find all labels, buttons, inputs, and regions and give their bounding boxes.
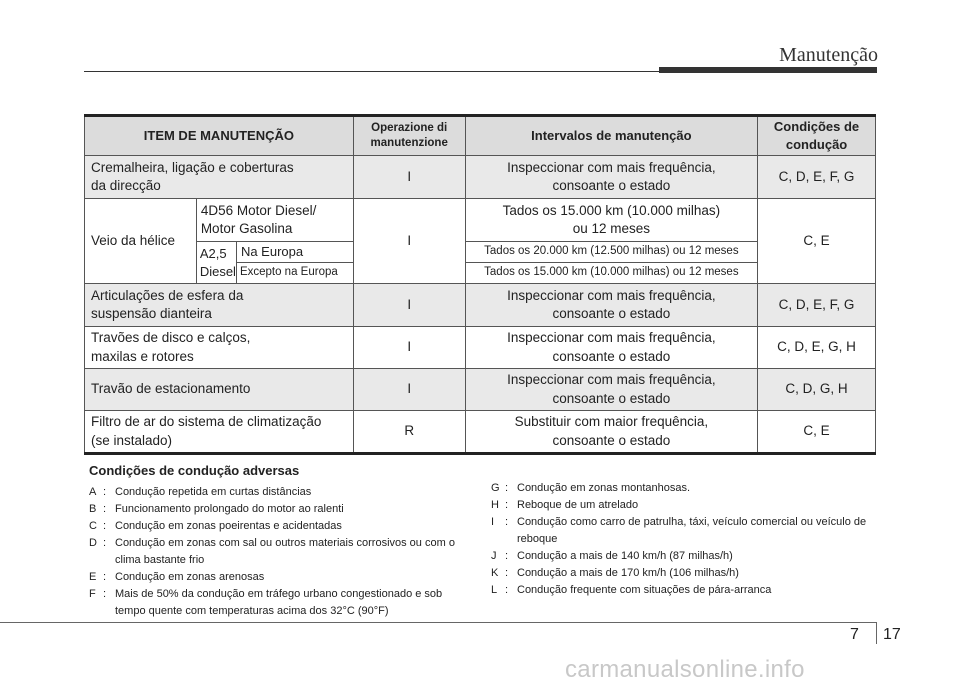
item-text: maxilas e rotores [91, 348, 194, 364]
watermark: carmanualsonline.info [565, 656, 805, 683]
interval-text: Inspeccionar com mais frequência, [507, 159, 716, 175]
item-cell: Travão de estacionamento [85, 369, 354, 411]
table-row [85, 369, 876, 411]
page-number-divider [876, 622, 877, 644]
interval-text: Tados os 15.000 km (10.000 milhas) [502, 202, 721, 218]
condition-key: H [491, 499, 499, 511]
interval-text: ou 12 meses [572, 221, 651, 236]
chapter-number: 7 [850, 626, 859, 643]
item-text: da direcção [91, 178, 161, 193]
interval-text: consoante o estado [552, 390, 671, 406]
item-text: Travões de disco e calços, [91, 330, 251, 346]
condition-item: H : Reboque de um atrelado [491, 497, 877, 514]
condition-cell: C, D, E, F, G [758, 284, 876, 327]
condition-cell: C, D, E, G, H [758, 327, 876, 369]
interval-cell: Tados os 20.000 km (12.500 milhas) ou 12 meses [465, 242, 757, 263]
sub-item-cell [196, 242, 236, 284]
table-row [85, 327, 876, 369]
condition-text: Condução em zonas poeirentas e acidentadas [115, 520, 342, 532]
table-header-row [85, 116, 876, 156]
condition-key: I [491, 516, 495, 528]
condition-item: B : Funcionamento prolongado do motor ao ralenti [89, 501, 461, 518]
condition-text: Condução frequente com situações de pára-arranca [517, 584, 772, 596]
condition-text: Reboque de um atrelado [517, 499, 639, 511]
interval-text: consoante o estado [552, 432, 671, 448]
interval-text: consoante o estado [552, 178, 671, 193]
condition-item: F : Mais de 50% da condução em tráfego urbano congestionado e sob tempo quente com temperaturas acima dos 32°C (90°F) [89, 586, 461, 620]
interval-cell: Tados os 15.000 km (10.000 milhas) ou 12 meses [465, 263, 757, 284]
page-header-title: Manutenção [779, 44, 878, 66]
table-row [85, 284, 876, 327]
condition-key: C [89, 520, 97, 532]
condition-item: I : Condução como carro de patrulha, táxi, veículo comercial ou veículo de reboque [491, 514, 877, 548]
item-cell [85, 411, 354, 454]
condition-cell: C, E [758, 199, 876, 284]
interval-cell [465, 369, 757, 411]
condition-text: Condução em zonas arenosas [115, 571, 265, 583]
sub-item-cell: Excepto na Europa [236, 263, 353, 284]
condition-text: Condução como carro de patrulha, táxi, veículo comercial ou veículo de reboque [517, 516, 867, 545]
page-number: 17 [883, 626, 901, 643]
item-text: 4D56 Motor Diesel/ [200, 202, 317, 218]
condition-key: F [89, 588, 96, 600]
condition-text: Funcionamento prolongado do motor ao ralenti [115, 503, 344, 515]
item-text: Articulações de esfera da [91, 287, 244, 303]
header-operation: Operazione di manutenzione [353, 116, 465, 156]
header-rule-thick [659, 67, 877, 73]
maintenance-table [84, 114, 876, 455]
header-item: ITEM DE MANUTENÇÃO [85, 116, 354, 156]
interval-cell [465, 327, 757, 369]
condition-text: Condução a mais de 140 km/h (87 milhas/h) [517, 550, 733, 562]
table-row [85, 156, 876, 199]
interval-text: consoante o estado [552, 306, 671, 321]
item-text: A2,5 [199, 245, 227, 261]
operation-cell: I [353, 369, 465, 411]
interval-text: consoante o estado [552, 348, 671, 364]
condition-key: J [491, 550, 497, 562]
condition-text: Mais de 50% da condução em tráfego urbano congestionado e sob tempo quente com temperaturas acima dos 32°C (90°F) [115, 588, 443, 617]
sub-item-cell: Na Europa [236, 242, 353, 263]
condition-cell: C, E [758, 411, 876, 454]
condition-cell: C, D, E, F, G [758, 156, 876, 199]
interval-cell [465, 411, 757, 454]
condition-text: Condução repetida em curtas distâncias [115, 486, 312, 498]
item-cell [85, 327, 354, 369]
interval-cell [465, 284, 757, 327]
interval-text: Inspeccionar com mais frequência, [507, 330, 716, 346]
table-row [85, 242, 876, 263]
sub-item-cell [196, 199, 353, 242]
conditions-list-left [89, 484, 461, 620]
condition-item: D : Condução em zonas com sal ou outros materiais corrosivos ou com o clima bastante frio [89, 535, 461, 569]
footer-rule [0, 622, 877, 623]
header-intervals: Intervalos de manutenção [465, 116, 757, 156]
condition-item: C : Condução em zonas poeirentas e acidentadas [89, 518, 461, 535]
condition-key: G [491, 482, 500, 494]
condition-key: L [491, 584, 498, 596]
item-text: Filtro de ar do sistema de climatização [91, 414, 322, 430]
header-conditions: Condições de condução [758, 116, 876, 156]
operation-cell: I [353, 156, 465, 199]
condition-key: K [491, 567, 499, 579]
condition-item: K : Condução a mais de 170 km/h (106 milhas/h) [491, 565, 877, 582]
table-row [85, 411, 876, 454]
operation-cell: R [353, 411, 465, 454]
table-row [85, 199, 876, 242]
item-cell [85, 284, 354, 327]
header-rule [84, 71, 660, 72]
item-cell: Veio da hélice [85, 199, 197, 284]
item-text: Motor Gasolina [200, 221, 293, 236]
condition-text: Condução em zonas montanhosas. [517, 482, 691, 494]
item-text: (se instalado) [91, 432, 173, 448]
condition-item: L : Condução frequente com situações de pára-arranca [491, 582, 877, 599]
condition-item: A : Condução repetida em curtas distâncias [89, 484, 461, 501]
condition-key: B [89, 503, 97, 515]
condition-key: E [89, 571, 97, 583]
condition-key: A [89, 486, 97, 498]
operation-cell: I [353, 284, 465, 327]
condition-item: E : Condução em zonas arenosas [89, 569, 461, 586]
operation-cell: I [353, 199, 465, 284]
interval-cell [465, 199, 757, 242]
condition-key: D [89, 537, 97, 549]
interval-text: Substituir com maior frequência, [514, 414, 709, 430]
item-text: Diesel [199, 263, 236, 279]
operation-cell: I [353, 327, 465, 369]
interval-text: Inspeccionar com mais frequência, [507, 372, 716, 388]
condition-cell: C, D, G, H [758, 369, 876, 411]
interval-text: Inspeccionar com mais frequência, [507, 287, 716, 303]
item-text: suspensão dianteira [91, 306, 212, 321]
condition-text: Condução em zonas com sal ou outros materiais corrosivos ou com o clima bastante frio [115, 537, 455, 566]
condition-item: J : Condução a mais de 140 km/h (87 milhas/h) [491, 548, 877, 565]
item-text: Cremalheira, ligação e coberturas [91, 159, 294, 175]
interval-cell [465, 156, 757, 199]
conditions-list-right [491, 480, 877, 599]
condition-text: Condução a mais de 170 km/h (106 milhas/h) [517, 567, 739, 579]
condition-item: G : Condução em zonas montanhosas. [491, 480, 877, 497]
conditions-title: Condições de condução adversas [89, 463, 300, 478]
item-cell [85, 156, 354, 199]
